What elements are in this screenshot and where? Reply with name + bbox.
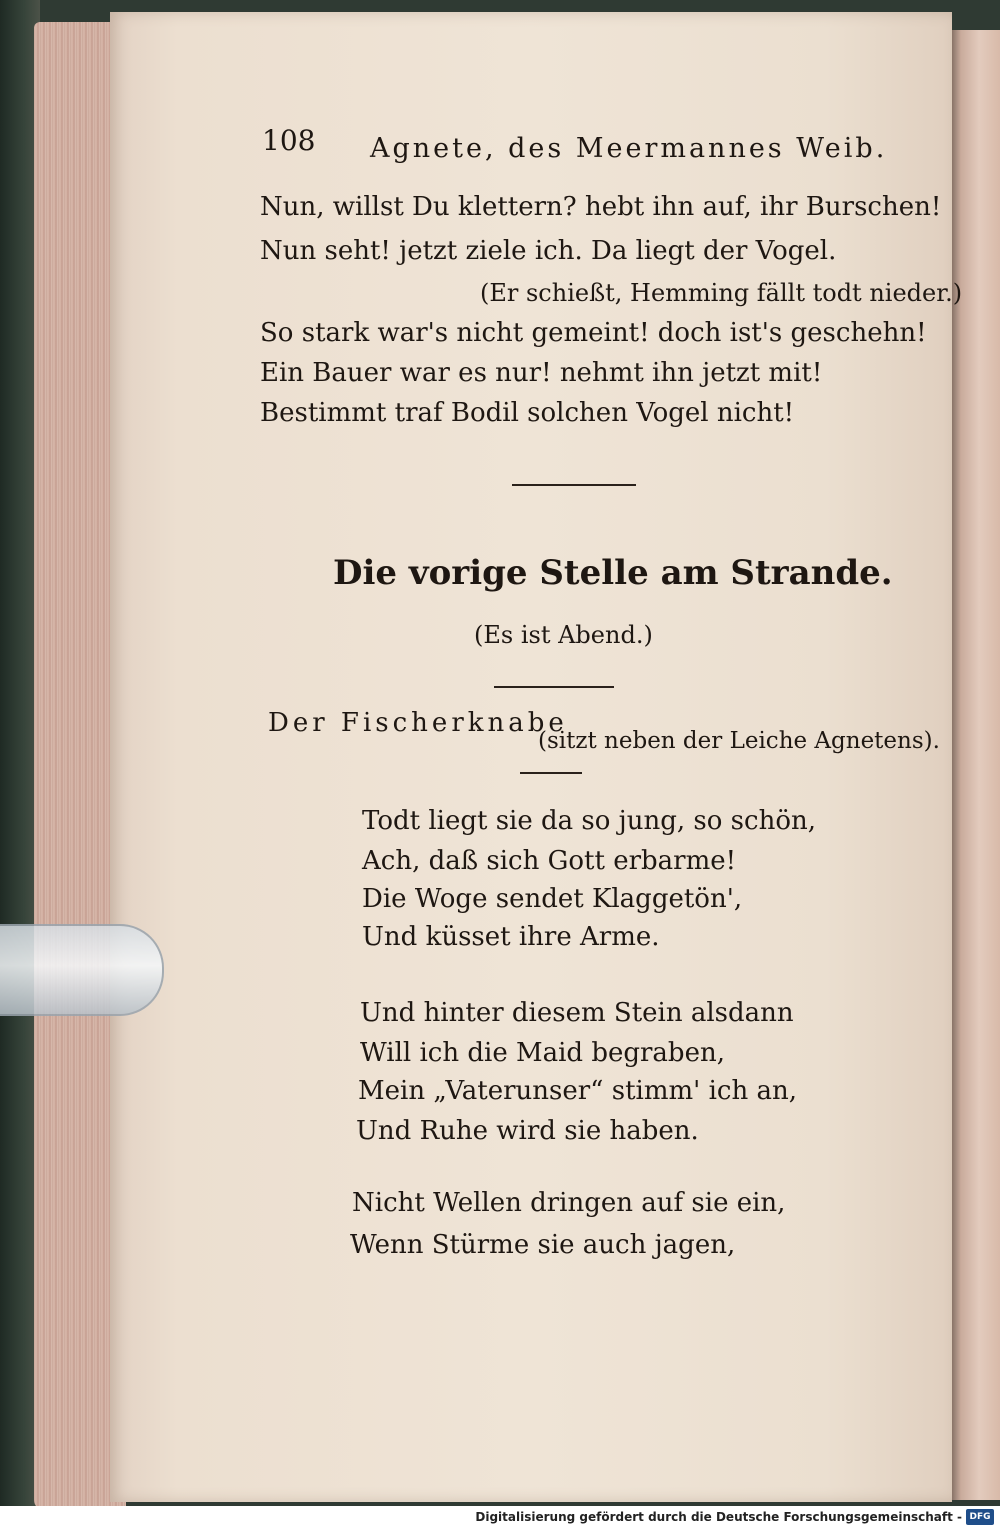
speaker-direction: (sitzt neben der Leiche Agnetens). [538,728,940,754]
verse-line: Und hinter diesem Stein alsdann [360,998,794,1028]
verse-line: Und küsset ihre Arme. [362,922,660,952]
verse-line: Nun, willst Du klettern? hebt ihn auf, ihr Burschen! [260,192,942,222]
divider-rule [494,686,614,688]
verse-line: Und Ruhe wird sie haben. [356,1116,699,1146]
verse-line: Die Woge sendet Klaggetön', [362,884,743,914]
verse-line: Nun seht! jetzt ziele ich. Da liegt der Vogel. [260,236,837,266]
verse-line: Will ich die Maid begraben, [360,1038,725,1068]
footer-bar [0,1506,1000,1529]
verse-line: Nicht Wellen dringen auf sie ein, [352,1188,786,1218]
speaker-name: Der Fischerknabe [268,708,568,738]
verse-line: Ein Bauer war es nur! nehmt ihn jetzt mit! [260,358,823,388]
verse-line: Mein „Vaterunser“ stimm' ich an, [358,1076,797,1106]
stage-direction: (Er schießt, Hemming fällt todt nieder.) [480,279,963,307]
stage-direction: (Es ist Abend.) [474,621,653,649]
divider-rule [520,772,582,774]
verse-line: Todt liegt sie da so jung, so schön, [362,806,816,836]
verse-line: Ach, daß sich Gott erbarme! [362,846,737,876]
dfg-logo-icon: DFG [966,1509,994,1525]
footer-credit: Digitalisierung gefördert durch die Deutsche Forschungsgemeinschaft - [475,1510,962,1524]
verse-line: So stark war's nicht gemeint! doch ist's geschehn! [260,318,927,348]
running-title: Agnete, des Meermannes Weib. [370,133,888,164]
divider-rule [512,484,636,486]
verse-line: Bestimmt traf Bodil solchen Vogel nicht! [260,398,795,428]
verse-line: Wenn Stürme sie auch jagen, [350,1230,736,1260]
page-number: 108 [262,124,316,157]
scene-title: Die vorige Stelle am Strande. [333,553,893,593]
